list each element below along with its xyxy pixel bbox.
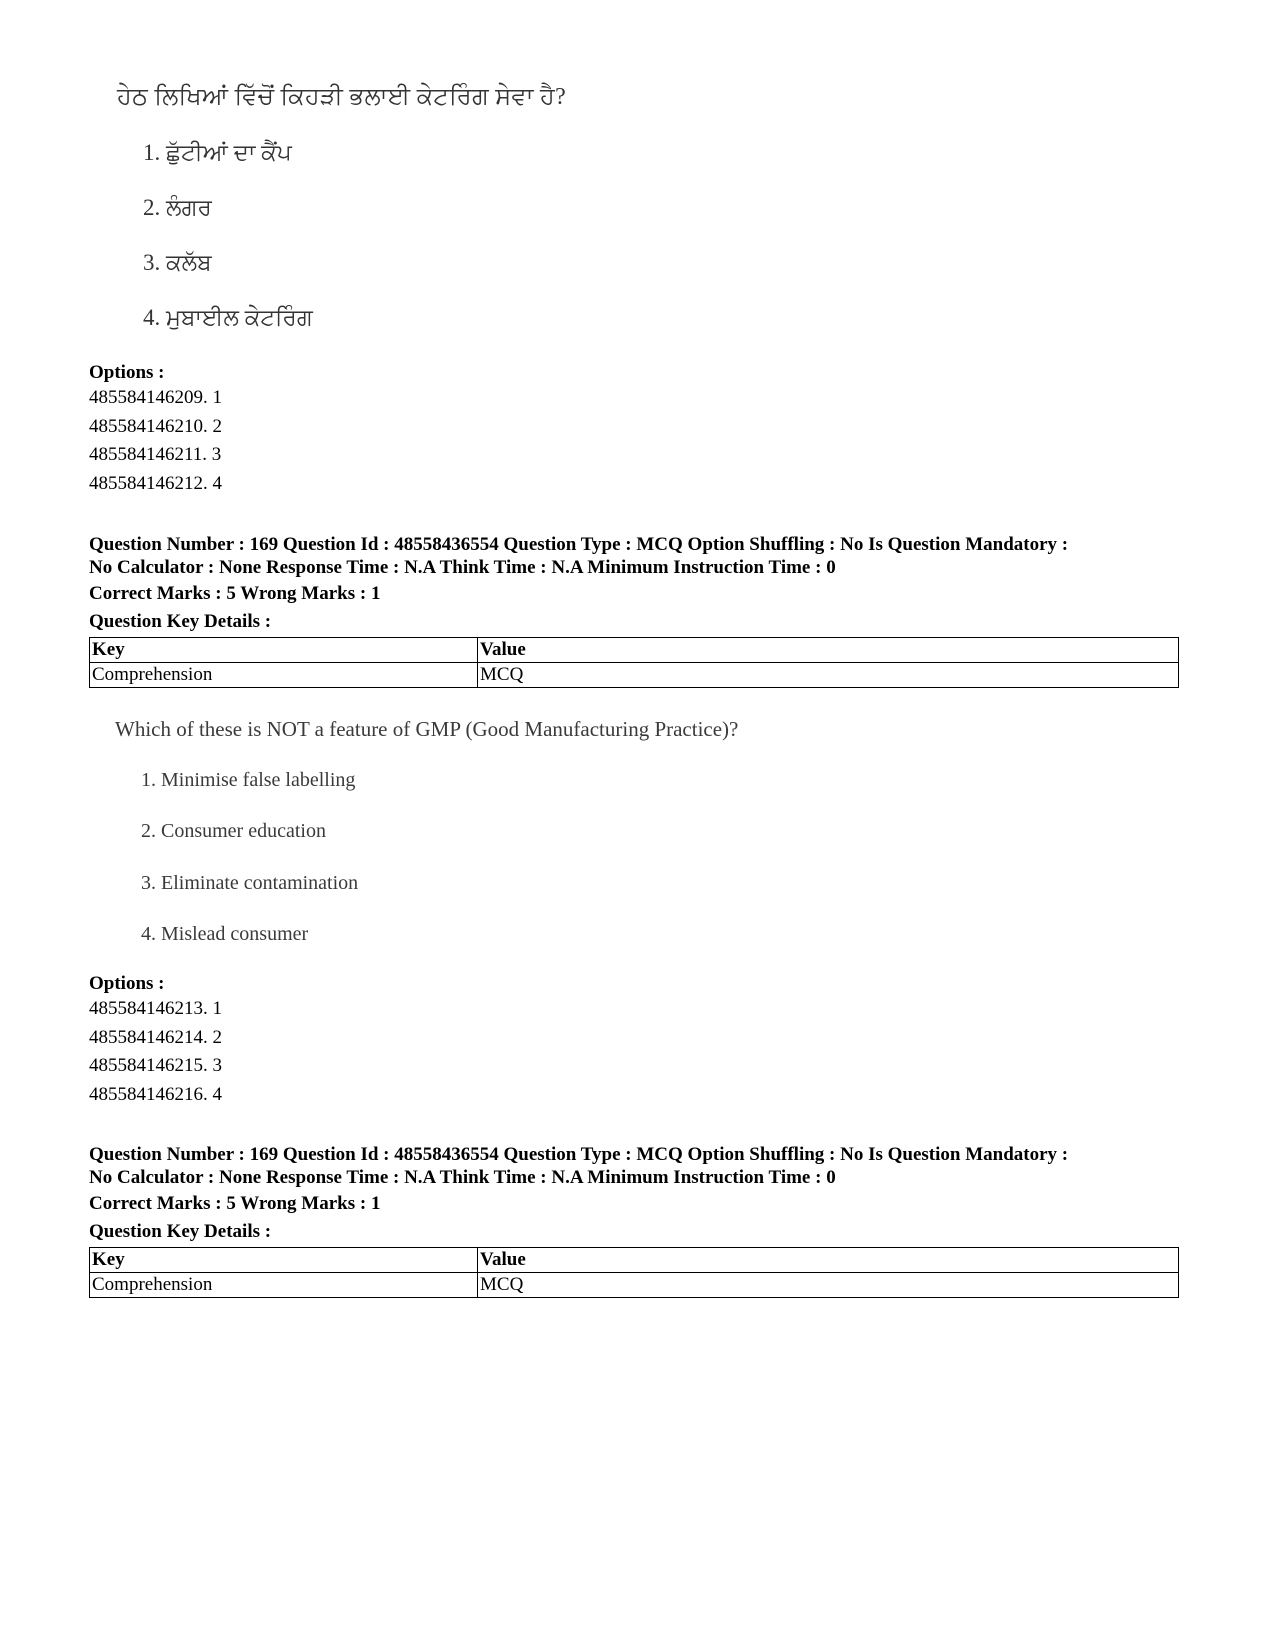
table-cell-key: Comprehension — [90, 663, 478, 688]
table-row — [90, 1273, 1179, 1298]
option-item: 485584146209. 1 — [89, 387, 222, 408]
options-label: Options : — [89, 973, 165, 994]
key-details-label: Question Key Details : — [89, 1221, 272, 1242]
table-header-row — [90, 1248, 1179, 1273]
options-label: Options : — [89, 362, 165, 383]
question-meta — [89, 1143, 1068, 1189]
key-details-table — [89, 1247, 1179, 1298]
question-image-option-3: 3. ਕਲੱਬ — [143, 250, 212, 275]
question-meta-line-2: No Calculator : None Response Time : N.A Think Time : N.A Minimum Instruction Time : 0 — [89, 1167, 836, 1188]
question-meta-line-2: No Calculator : None Response Time : N.A Think Time : N.A Minimum Instruction Time : 0 — [89, 557, 836, 578]
table-header-value: Value — [478, 1248, 1179, 1273]
question-image-option-2: 2. Consumer education — [141, 820, 326, 842]
table-row — [90, 663, 1179, 688]
table-cell-key: Comprehension — [90, 1273, 478, 1298]
question-image-option-3: 3. Eliminate contamination — [141, 872, 359, 894]
question-image-option-4: 4. ਮੁਬਾਈਲ ਕੇਟਰਿੰਗ — [143, 305, 313, 330]
option-item: 485584146210. 2 — [89, 415, 222, 437]
option-item: 485584146212. 4 — [89, 472, 222, 494]
table-cell-value: MCQ — [478, 1273, 1179, 1298]
option-item: 485584146214. 2 — [89, 1026, 222, 1048]
table-header-key: Key — [90, 638, 478, 663]
question-image-option-1: 1. ਛੁੱਟੀਆਂ ਦਾ ਕੈਂਪ — [143, 140, 292, 165]
marks-line: Correct Marks : 5 Wrong Marks : 1 — [89, 1193, 381, 1214]
question-image-text: Which of these is NOT a feature of GMP (Good Manufacturing Practice)? — [115, 717, 739, 741]
question-meta-line-1: Question Number : 169 Question Id : 48558436554 Question Type : MCQ Option Shuffling : No Is Question Mandatory : — [89, 1144, 1069, 1165]
question-image-option-2: 2. ਲੰਗਰ — [143, 195, 212, 220]
question-image-text: ਹੇਠ ਲਿਖਿਆਂ ਵਿੱਚੋਂ ਕਿਹੜੀ ਭਲਾਈ ਕੇਟਰਿੰਗ ਸੇਵਾ ਹੈ? — [117, 84, 567, 110]
option-item: 485584146211. 3 — [89, 444, 222, 465]
options-list — [89, 995, 222, 1109]
option-item: 485584146216. 4 — [89, 1083, 222, 1105]
question-meta-line-1: Question Number : 169 Question Id : 48558436554 Question Type : MCQ Option Shuffling : No Is Question Mandatory : — [89, 534, 1069, 555]
marks-line: Correct Marks : 5 Wrong Marks : 1 — [89, 583, 381, 604]
table-cell-value: MCQ — [478, 663, 1179, 688]
table-header-value: Value — [478, 638, 1179, 663]
question-image-option-4: 4. Mislead consumer — [141, 923, 309, 945]
key-details-table — [89, 637, 1179, 688]
key-details-label: Question Key Details : — [89, 611, 272, 632]
option-item: 485584146215. 3 — [89, 1055, 222, 1076]
option-item: 485584146213. 1 — [89, 998, 222, 1019]
question-image-option-1: 1. Minimise false labelling — [141, 769, 356, 791]
question-meta — [89, 533, 1068, 579]
table-header-key: Key — [90, 1248, 478, 1273]
options-list — [89, 384, 222, 498]
table-header-row — [90, 638, 1179, 663]
